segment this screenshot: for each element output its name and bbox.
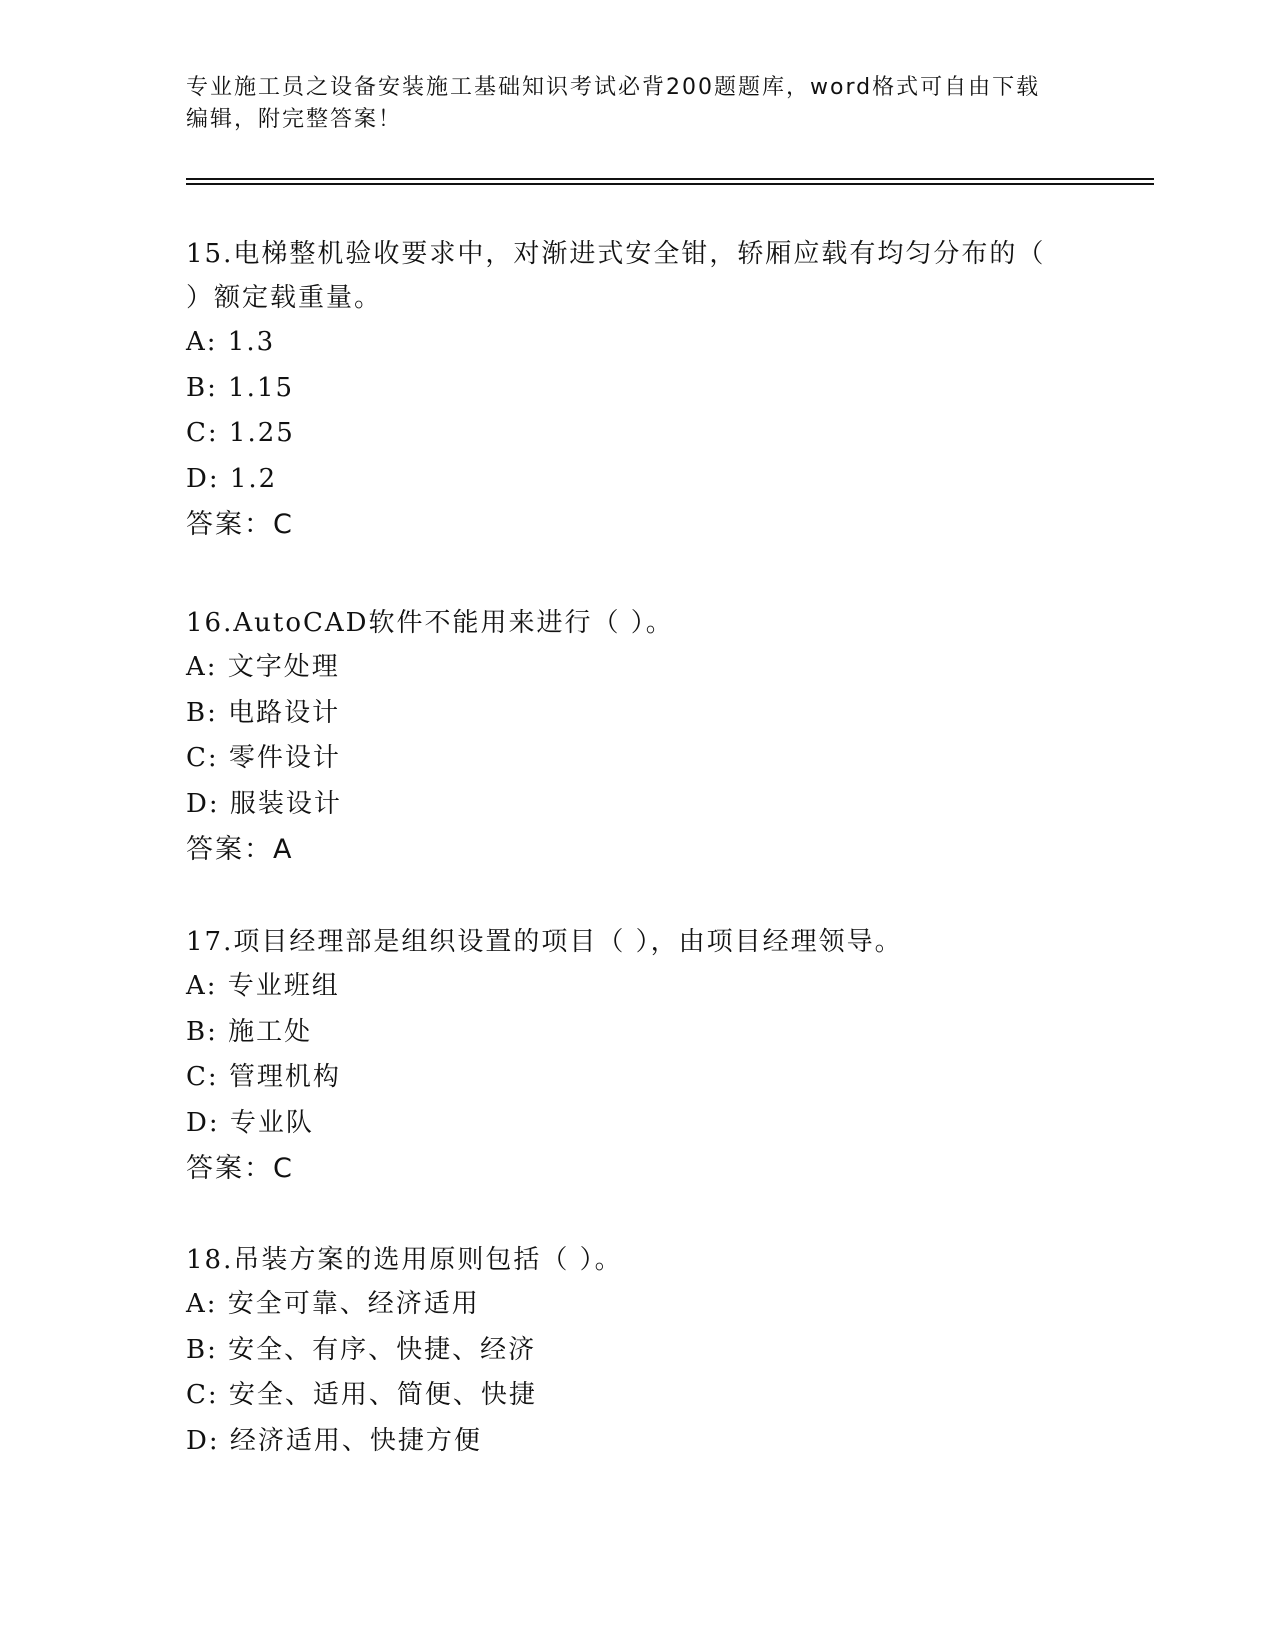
question-17 [186, 920, 1086, 1192]
option-d: D: 服装设计 [186, 788, 342, 819]
option-d: D: 经济适用、快捷方便 [186, 1425, 482, 1456]
question-stem-line: 15.电梯整机验收要求中，对渐进式安全钳，轿厢应载有均匀分布的（ [186, 239, 1046, 269]
question-18 [186, 1238, 1086, 1464]
header-line-2: 编辑，附完整答案！ [186, 107, 403, 132]
header-line-1: 专业施工员之设备安装施工基础知识考试必背200题题库，word格式可自由下载 [186, 75, 1041, 100]
option-a: A: 文字处理 [186, 652, 340, 682]
option-c: C: 零件设计 [186, 743, 341, 773]
option-c: C: 1.25 [186, 418, 295, 448]
document-header [186, 72, 1066, 136]
option-c: C: 管理机构 [186, 1062, 341, 1092]
option-b: B: 1.15 [186, 372, 295, 403]
option-a: A: 1.3 [186, 327, 276, 357]
question-15 [186, 232, 1086, 548]
question-stem-line: 18.吊装方案的选用原则包括（ ）。 [186, 1245, 623, 1275]
question-stem-line: ）额定载重量。 [186, 283, 383, 313]
header-divider-bottom [186, 183, 1154, 185]
option-a: A: 专业班组 [186, 971, 340, 1001]
answer-line: 答案：C [186, 1153, 294, 1184]
question-stem-line: 17.项目经理部是组织设置的项目（ ），由项目经理领导。 [186, 927, 903, 957]
option-b: B: 施工处 [186, 1016, 313, 1047]
option-b: B: 安全、有序、快捷、经济 [186, 1334, 537, 1365]
option-a: A: 安全可靠、经济适用 [186, 1289, 480, 1319]
option-c: C: 安全、适用、简便、快捷 [186, 1380, 537, 1410]
answer-line: 答案：A [186, 834, 294, 865]
answer-line: 答案：C [186, 509, 294, 540]
question-16 [186, 601, 1086, 873]
option-b: B: 电路设计 [186, 697, 341, 728]
header-divider-top [186, 178, 1154, 180]
option-d: D: 专业队 [186, 1107, 314, 1138]
question-stem-line: 16.AutoCAD软件不能用来进行（ ）。 [186, 608, 674, 638]
option-d: D: 1.2 [186, 463, 278, 494]
